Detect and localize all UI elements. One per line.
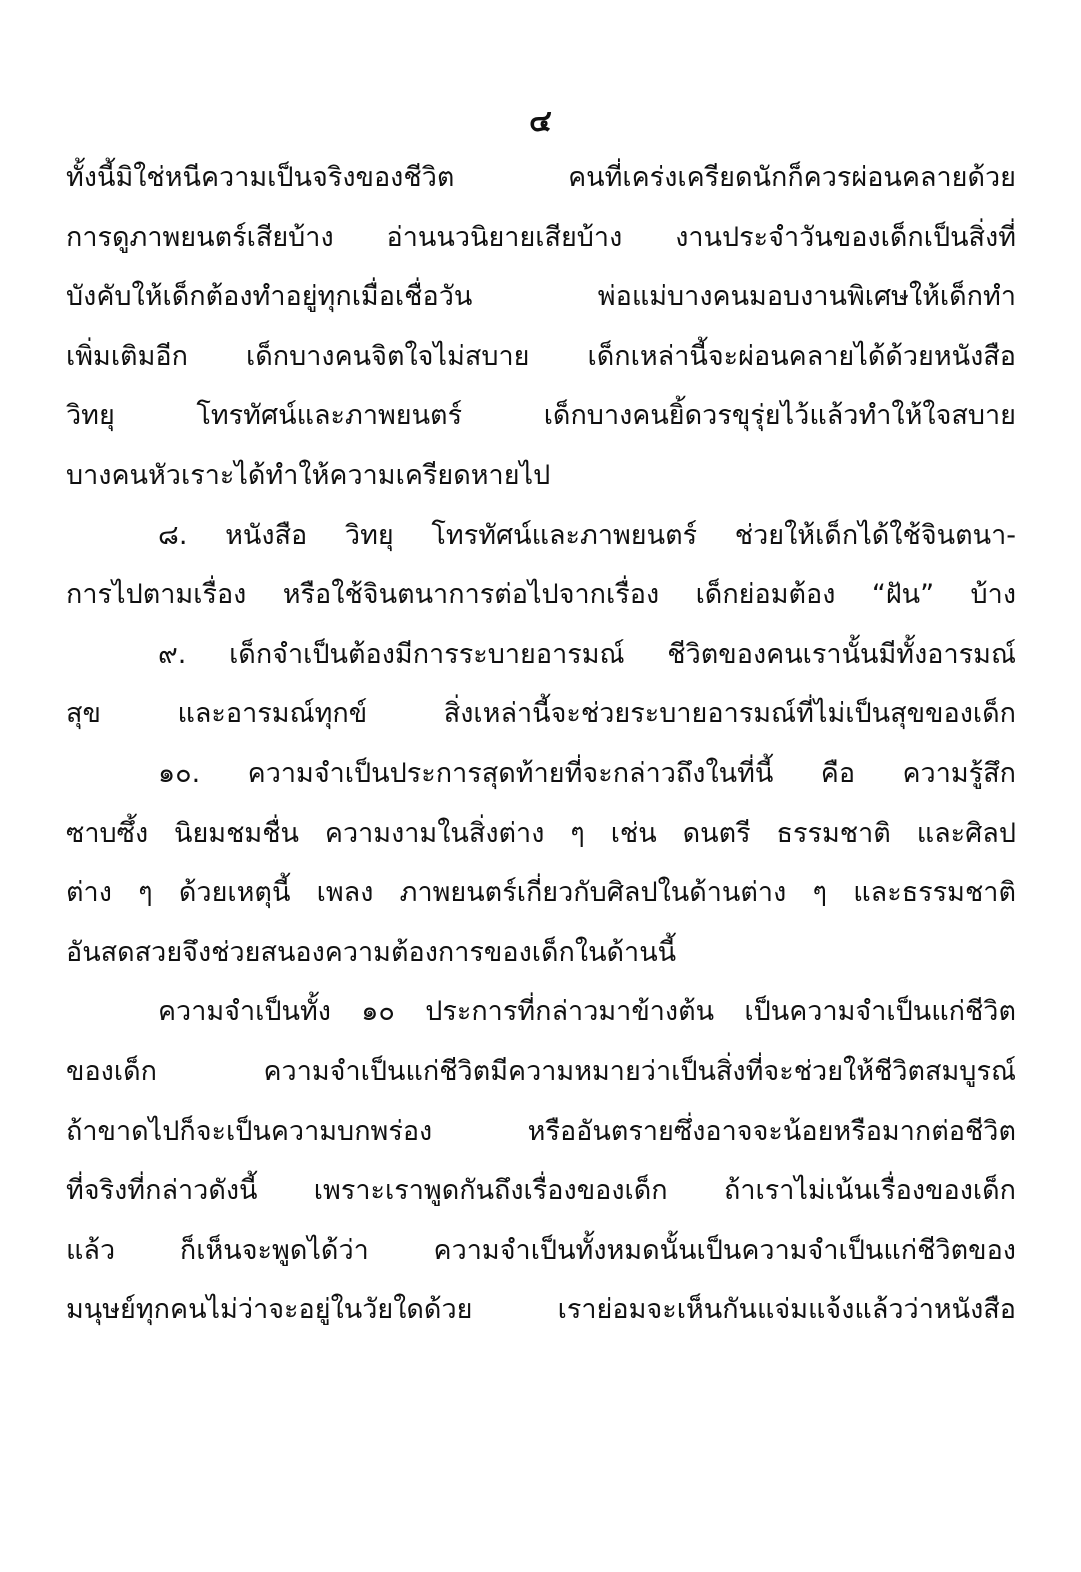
text-line: การไปตามเรื่อง หรือใช้จินตนาการต่อไปจากเรื่อง เด็กย่อมต้อง “ฝัน” บ้าง — [66, 579, 1016, 611]
text-line: ต่าง ๆ ด้วยเหตุนี้ เพลง ภาพยนตร์เกี่ยวกับศิลปในด้านต่าง ๆ และธรรมชาติ — [66, 877, 1016, 909]
text-line: ความจำเป็นทั้ง ๑๐ ประการที่กล่าวมาข้างต้น เป็นความจำเป็นแก่ชีวิต — [158, 996, 1016, 1028]
text-line: แล้ว ก็เห็นจะพูดได้ว่า ความจำเป็นทั้งหมดนั้นเป็นความจำเป็นแก่ชีวิตของ — [66, 1234, 1016, 1266]
text-line: ของเด็ก ความจำเป็นแก่ชีวิตมีความหมายว่าเป็นสิ่งที่จะช่วยให้ชีวิตสมบูรณ์ — [66, 1055, 1016, 1087]
text-line: อันสดสวยจึงช่วยสนองความต้องการของเด็กในด้านนี้ — [66, 936, 677, 968]
text-line: การดูภาพยนตร์เสียบ้าง อ่านนวนิยายเสียบ้าง งานประจำวันของเด็กเป็นสิ่งที่ — [66, 221, 1016, 253]
text-line: ซาบซึ้ง นิยมชมชื่น ความงามในสิ่งต่าง ๆ เช่น ดนตรี ธรรมชาติ และศิลป — [66, 817, 1016, 849]
text-line: วิทยุ โทรทัศน์และภาพยนตร์ เด็กบางคนยิ้ดวรขุรุ่ยไว้แล้วทำให้ใจสบาย — [66, 400, 1016, 432]
text-line: มนุษย์ทุกคนไม่ว่าจะอยู่ในวัยใดด้วย เราย่อมจะเห็นกันแจ่มแจ้งแล้วว่าหนังสือ — [66, 1294, 1016, 1326]
text-line: ถ้าขาดไปก็จะเป็นความบกพร่อง หรืออันตรายซึ่งอาจจะน้อยหรือมากต่อชีวิต — [66, 1115, 1016, 1147]
text-line: บางคนหัวเราะได้ทำให้ความเครียดหายไป — [66, 459, 551, 491]
body-text — [66, 148, 1016, 1340]
text-line: ๑๐. ความจำเป็นประการสุดท้ายที่จะกล่าวถึงในที่นี้ คือ ความรู้สึก — [158, 757, 1016, 789]
text-line: สุข และอารมณ์ทุกข์ สิ่งเหล่านี้จะช่วยระบายอารมณ์ที่ไม่เป็นสุขของเด็ก — [66, 698, 1016, 730]
text-line: ทั้งนี้มิใช่หนีความเป็นจริงของชีวิต คนที่เคร่งเครียดนักก็ควรผ่อนคลายด้วย — [66, 162, 1016, 193]
text-line: ๘. หนังสือ วิทยุ โทรทัศน์และภาพยนตร์ ช่วยให้เด็กได้ใช้จินตนา- — [158, 519, 1016, 551]
text-line: ที่จริงที่กล่าวดังนี้ เพราะเราพูดกันถึงเรื่องของเด็ก ถ้าเราไม่เน้นเรื่องของเด็ก — [66, 1175, 1016, 1207]
text-line: เพิ่มเติมอีก เด็กบางคนจิตใจไม่สบาย เด็กเหล่านี้จะผ่อนคลายได้ด้วยหนังสือ — [66, 340, 1016, 372]
text-line: ๙. เด็กจำเป็นต้องมีการระบายอารมณ์ ชีวิตของคนเรานั้นมีทั้งอารมณ์ — [158, 638, 1016, 670]
text-line: บังคับให้เด็กต้องทำอยู่ทุกเมื่อเชื่อวัน พ่อแม่บางคนมอบงานพิเศษให้เด็กทำ — [66, 281, 1016, 313]
page-number: ๔ — [529, 104, 552, 139]
